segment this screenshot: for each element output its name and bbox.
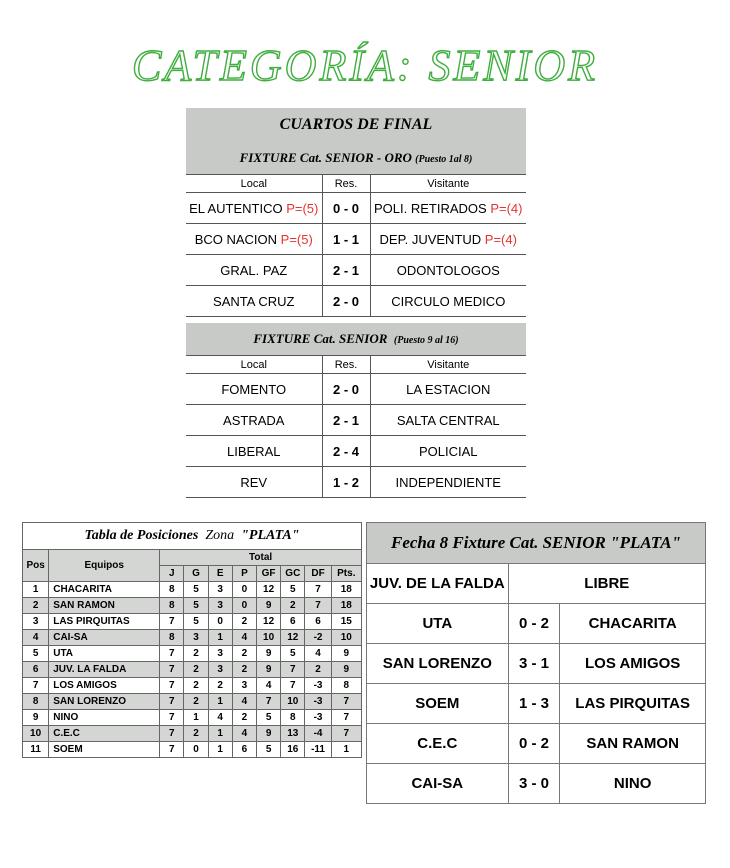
oro-title-text: FIXTURE Cat. SENIOR - ORO xyxy=(239,150,412,165)
row-stat: 7 xyxy=(281,662,305,678)
row-stat: 5 xyxy=(281,646,305,662)
stat-col-header: Pts. xyxy=(331,566,361,582)
col-equipos: Equipos xyxy=(49,550,160,582)
match-result: 0 - 2 xyxy=(508,724,560,764)
row-stat: 4 xyxy=(305,646,331,662)
row-stat: 2 xyxy=(232,646,256,662)
row-stat: 1 xyxy=(184,710,208,726)
row-stat: 0 xyxy=(208,614,232,630)
standings-title-b: Zona xyxy=(205,528,235,543)
visitor-team: POLICIAL xyxy=(370,436,526,467)
row-stat: -3 xyxy=(305,694,331,710)
row-stat: 0 xyxy=(232,582,256,598)
row-pos: 6 xyxy=(23,662,49,678)
second-title xyxy=(186,323,526,356)
row-stat: 5 xyxy=(281,582,305,598)
row-stat: -11 xyxy=(305,742,331,758)
stat-col-header: G xyxy=(184,566,208,582)
row-team: UTA xyxy=(49,646,160,662)
row-team: JUV. LA FALDA xyxy=(49,662,160,678)
row-stat: 2 xyxy=(232,614,256,630)
row-stat: 15 xyxy=(331,614,361,630)
match-result: 3 - 0 xyxy=(508,764,560,804)
row-stat: 3 xyxy=(184,630,208,646)
visitor-team: LOS AMIGOS xyxy=(560,644,706,684)
row-stat: 8 xyxy=(160,582,184,598)
row-stat: -3 xyxy=(305,678,331,694)
row-stat: 2 xyxy=(184,694,208,710)
row-team: SOEM xyxy=(49,742,160,758)
match-result: 0 - 2 xyxy=(508,604,560,644)
row-stat: 16 xyxy=(281,742,305,758)
match-result: 2 - 0 xyxy=(322,286,370,317)
row-stat: 7 xyxy=(331,710,361,726)
match-row xyxy=(186,467,526,498)
visitor-team: LAS PIRQUITAS xyxy=(560,684,706,724)
table-row xyxy=(23,726,362,742)
page-title: CATEGORÍA: SENIOR xyxy=(131,41,599,90)
row-stat: 7 xyxy=(160,742,184,758)
row-team: LAS PIRQUITAS xyxy=(49,614,160,630)
match-row xyxy=(186,374,526,405)
row-stat: 5 xyxy=(184,582,208,598)
row-stat: 9 xyxy=(257,598,281,614)
row-stat: 7 xyxy=(160,646,184,662)
row-stat: 7 xyxy=(160,678,184,694)
row-stat: 8 xyxy=(160,598,184,614)
match-result: 1 - 1 xyxy=(322,224,370,255)
row-stat: -4 xyxy=(305,726,331,742)
row-stat: 2 xyxy=(232,662,256,678)
local-team xyxy=(186,255,322,286)
stat-col-header: P xyxy=(232,566,256,582)
fixture-row xyxy=(367,764,706,804)
visitor-name: CIRCULO MEDICO xyxy=(391,293,506,309)
row-stat: 4 xyxy=(208,710,232,726)
match-row xyxy=(186,193,526,224)
row-stat: 10 xyxy=(331,630,361,646)
row-stat: 7 xyxy=(305,582,331,598)
local-team: LIBERAL xyxy=(186,436,322,467)
match-row xyxy=(186,255,526,286)
visitor-team xyxy=(370,255,526,286)
standings-title-a: Tabla de Posiciones xyxy=(84,528,199,543)
oro-subtitle: (Puesto 1al 8) xyxy=(415,154,473,165)
local-name: GRAL. PAZ xyxy=(220,262,288,278)
row-stat: 13 xyxy=(281,726,305,742)
stat-col-header: GC xyxy=(281,566,305,582)
row-pos: 1 xyxy=(23,582,49,598)
match-result: 2 - 1 xyxy=(322,405,370,436)
fixture-row xyxy=(367,684,706,724)
row-stat: 2 xyxy=(232,710,256,726)
oro-title xyxy=(186,142,526,175)
stat-col-header: DF xyxy=(305,566,331,582)
row-stat: 3 xyxy=(208,662,232,678)
visitor-name: POLI. RETIRADOS xyxy=(374,200,487,216)
match-row xyxy=(186,224,526,255)
row-stat: 7 xyxy=(331,694,361,710)
libre-label: LIBRE xyxy=(508,564,705,604)
match-row xyxy=(186,405,526,436)
local-team xyxy=(186,224,322,255)
row-team: LOS AMIGOS xyxy=(49,678,160,694)
visitor-name: ODONTOLOGOS xyxy=(396,262,500,278)
local-team xyxy=(186,286,322,317)
visitor-team xyxy=(370,286,526,317)
row-stat: 2 xyxy=(184,726,208,742)
match-row xyxy=(186,436,526,467)
row-pos: 9 xyxy=(23,710,49,726)
row-stat: 1 xyxy=(208,694,232,710)
stat-col-header: J xyxy=(160,566,184,582)
row-stat: 1 xyxy=(208,630,232,646)
row-stat: 5 xyxy=(257,742,281,758)
row-stat: 4 xyxy=(232,694,256,710)
row-stat: 7 xyxy=(160,694,184,710)
row-team: SAN RAMON xyxy=(49,598,160,614)
row-stat: 12 xyxy=(257,582,281,598)
row-stat: 8 xyxy=(160,630,184,646)
row-stat: 5 xyxy=(184,598,208,614)
row-stat: 4 xyxy=(232,726,256,742)
row-stat: 6 xyxy=(305,614,331,630)
libre-team: JUV. DE LA FALDA xyxy=(367,564,509,604)
row-stat: 0 xyxy=(184,742,208,758)
table-row xyxy=(23,646,362,662)
col-local: Local xyxy=(186,356,322,374)
table-row xyxy=(23,742,362,758)
row-team: C.E.C xyxy=(49,726,160,742)
row-stat: 9 xyxy=(331,646,361,662)
row-stat: 9 xyxy=(257,662,281,678)
row-team: CAI-SA xyxy=(49,630,160,646)
points-label: P=(4) xyxy=(484,231,517,247)
row-stat: 9 xyxy=(257,646,281,662)
fixture-row xyxy=(367,644,706,684)
row-stat: 7 xyxy=(281,678,305,694)
visitor-name: DEP. JUVENTUD xyxy=(379,231,482,247)
row-stat: 2 xyxy=(281,598,305,614)
local-team xyxy=(186,193,322,224)
row-pos: 11 xyxy=(23,742,49,758)
table-row xyxy=(23,662,362,678)
row-pos: 7 xyxy=(23,678,49,694)
second-title-text: FIXTURE Cat. SENIOR xyxy=(253,331,388,346)
table-row xyxy=(23,598,362,614)
col-res: Res. xyxy=(322,356,370,374)
row-stat: 6 xyxy=(281,614,305,630)
fixture-row xyxy=(367,604,706,644)
row-stat: 9 xyxy=(331,662,361,678)
match-result: 2 - 0 xyxy=(322,374,370,405)
row-pos: 5 xyxy=(23,646,49,662)
row-stat: 2 xyxy=(208,678,232,694)
table-row xyxy=(23,678,362,694)
row-stat: 12 xyxy=(257,614,281,630)
stat-col-header: GF xyxy=(257,566,281,582)
row-stat: 4 xyxy=(232,630,256,646)
points-label: P=(5) xyxy=(280,231,313,247)
row-stat: 18 xyxy=(331,598,361,614)
visitor-team: NINO xyxy=(560,764,706,804)
local-team: C.E.C xyxy=(367,724,509,764)
row-stat: 4 xyxy=(257,678,281,694)
row-stat: 7 xyxy=(160,662,184,678)
fixture-row xyxy=(367,724,706,764)
local-name: SANTA CRUZ xyxy=(213,293,295,309)
row-stat: 5 xyxy=(184,614,208,630)
local-team: UTA xyxy=(367,604,509,644)
row-pos: 4 xyxy=(23,630,49,646)
row-stat: 2 xyxy=(184,662,208,678)
local-team: SOEM xyxy=(367,684,509,724)
row-stat: 2 xyxy=(184,646,208,662)
row-pos: 2 xyxy=(23,598,49,614)
table-row xyxy=(23,582,362,598)
col-local: Local xyxy=(186,175,322,193)
second-subtitle: (Puesto 9 al 16) xyxy=(393,335,459,346)
row-stat: 7 xyxy=(257,694,281,710)
visitor-team: INDEPENDIENTE xyxy=(370,467,526,498)
local-team: CAI-SA xyxy=(367,764,509,804)
visitor-team: LA ESTACION xyxy=(370,374,526,405)
local-name: EL AUTENTICO xyxy=(189,200,283,216)
local-team: SAN LORENZO xyxy=(367,644,509,684)
row-team: CHACARITA xyxy=(49,582,160,598)
row-stat: 2 xyxy=(184,678,208,694)
row-stat: 9 xyxy=(257,726,281,742)
cuartos-heading: CUARTOS DE FINAL xyxy=(186,108,526,142)
points-label: P=(4) xyxy=(490,200,523,216)
row-stat: 7 xyxy=(305,598,331,614)
row-pos: 10 xyxy=(23,726,49,742)
row-stat: 8 xyxy=(331,678,361,694)
visitor-team xyxy=(370,193,526,224)
local-team: REV xyxy=(186,467,322,498)
row-stat: 1 xyxy=(331,742,361,758)
fecha8-title: Fecha 8 Fixture Cat. SENIOR "PLATA" xyxy=(367,523,706,564)
visitor-team: SAN RAMON xyxy=(560,724,706,764)
row-stat: 3 xyxy=(208,646,232,662)
row-stat: 7 xyxy=(160,726,184,742)
row-stat: 5 xyxy=(257,710,281,726)
stat-col-header: E xyxy=(208,566,232,582)
row-stat: 6 xyxy=(232,742,256,758)
standings-title-c: "PLATA" xyxy=(241,528,300,543)
row-stat: -3 xyxy=(305,710,331,726)
local-name: BCO NACION xyxy=(194,231,278,247)
standings-title xyxy=(23,523,362,550)
row-stat: 1 xyxy=(208,726,232,742)
fecha8-table xyxy=(366,522,706,804)
row-stat: 3 xyxy=(208,582,232,598)
match-result: 1 - 3 xyxy=(508,684,560,724)
row-stat: 3 xyxy=(232,678,256,694)
row-stat: 7 xyxy=(331,726,361,742)
row-stat: 8 xyxy=(281,710,305,726)
col-pos: Pos xyxy=(23,550,49,582)
row-stat: 2 xyxy=(305,662,331,678)
match-row xyxy=(186,286,526,317)
local-team: FOMENTO xyxy=(186,374,322,405)
match-result: 2 - 4 xyxy=(322,436,370,467)
visitor-team: SALTA CENTRAL xyxy=(370,405,526,436)
visitor-team xyxy=(370,224,526,255)
row-stat: 7 xyxy=(160,710,184,726)
col-res: Res. xyxy=(322,175,370,193)
match-result: 0 - 0 xyxy=(322,193,370,224)
cuartos-table xyxy=(186,108,526,498)
row-pos: 8 xyxy=(23,694,49,710)
row-stat: -2 xyxy=(305,630,331,646)
row-stat: 12 xyxy=(281,630,305,646)
match-result: 1 - 2 xyxy=(322,467,370,498)
table-row xyxy=(23,630,362,646)
table-row xyxy=(23,614,362,630)
match-result: 3 - 1 xyxy=(508,644,560,684)
standings-table xyxy=(22,522,362,758)
match-result: 2 - 1 xyxy=(322,255,370,286)
row-stat: 10 xyxy=(281,694,305,710)
row-stat: 0 xyxy=(232,598,256,614)
row-stat: 18 xyxy=(331,582,361,598)
table-row xyxy=(23,710,362,726)
col-visitante: Visitante xyxy=(370,356,526,374)
visitor-team: CHACARITA xyxy=(560,604,706,644)
row-pos: 3 xyxy=(23,614,49,630)
local-team: ASTRADA xyxy=(186,405,322,436)
row-stat: 3 xyxy=(208,598,232,614)
table-row xyxy=(23,694,362,710)
row-stat: 1 xyxy=(208,742,232,758)
row-stat: 7 xyxy=(160,614,184,630)
row-team: NINO xyxy=(49,710,160,726)
col-total: Total xyxy=(160,550,362,566)
col-visitante: Visitante xyxy=(370,175,526,193)
row-team: SAN LORENZO xyxy=(49,694,160,710)
points-label: P=(5) xyxy=(286,200,319,216)
row-stat: 10 xyxy=(257,630,281,646)
